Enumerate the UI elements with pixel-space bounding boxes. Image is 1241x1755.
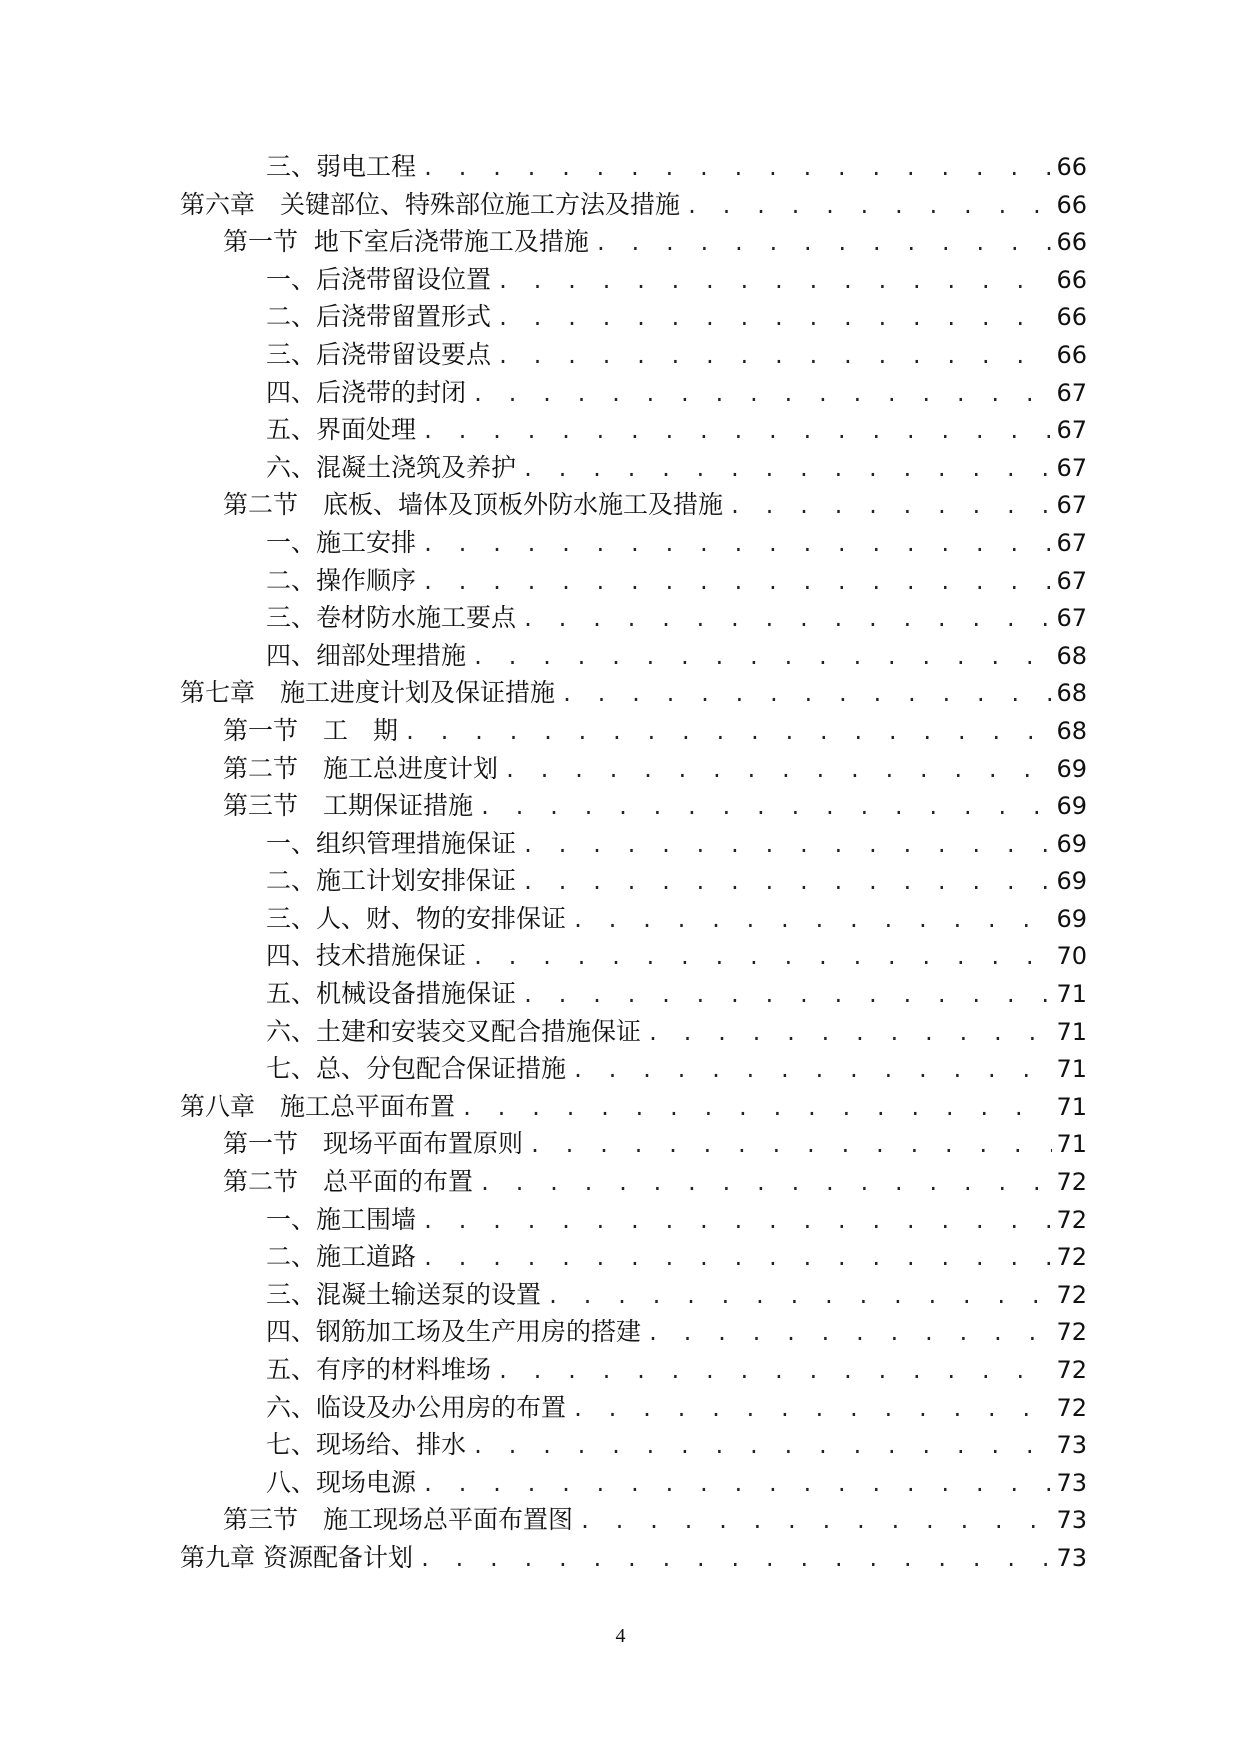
toc-entry-page: 66 xyxy=(1056,303,1087,332)
toc-dot-leader xyxy=(729,488,1052,526)
toc-entry-title: 一、组织管理措施保证 xyxy=(266,828,517,858)
toc-entry[interactable] xyxy=(180,787,1087,825)
toc-dot-leader xyxy=(472,376,1052,414)
toc-dot-leader xyxy=(547,1278,1052,1316)
toc-dot-leader xyxy=(522,601,1052,639)
toc-dot-leader xyxy=(422,1240,1052,1278)
toc-dot-leader xyxy=(422,564,1052,602)
toc-dot-leader xyxy=(572,902,1052,940)
toc-entry-page: 68 xyxy=(1056,716,1087,745)
page-number: 4 xyxy=(615,1625,626,1647)
toc-entry[interactable] xyxy=(180,1125,1087,1163)
toc-entry-title: 五、界面处理 xyxy=(266,415,417,445)
toc-entry-title: 第三节 施工现场总平面布置图 xyxy=(223,1505,574,1535)
toc-entry-page: 66 xyxy=(1056,265,1087,294)
toc-dot-leader xyxy=(572,1391,1052,1429)
toc-entry[interactable] xyxy=(180,637,1087,675)
toc-entry-page: 72 xyxy=(1056,1318,1087,1347)
toc-dot-leader xyxy=(647,1315,1052,1353)
toc-entry-title: 四、技术措施保证 xyxy=(266,941,467,971)
toc-entry[interactable] xyxy=(180,1313,1087,1351)
toc-entry[interactable] xyxy=(180,411,1087,449)
toc-entry-title: 四、钢筋加工场及生产用房的搭建 xyxy=(266,1317,642,1347)
toc-entry[interactable] xyxy=(180,1389,1087,1427)
toc-dot-leader xyxy=(595,225,1053,263)
toc-entry-title: 四、后浇带的封闭 xyxy=(266,377,467,407)
toc-entry-title: 三、混凝土输送泵的设置 xyxy=(266,1279,542,1309)
toc-entry[interactable] xyxy=(180,712,1087,750)
toc-entry[interactable] xyxy=(180,486,1087,524)
toc-entry[interactable] xyxy=(180,1276,1087,1314)
toc-entry-page: 69 xyxy=(1056,904,1087,933)
toc-entry[interactable] xyxy=(180,1351,1087,1389)
toc-entry[interactable] xyxy=(180,1163,1087,1201)
toc-entry-title: 三、卷材防水施工要点 xyxy=(266,603,517,633)
toc-entry-title: 二、施工道路 xyxy=(266,1242,417,1272)
toc-dot-leader xyxy=(472,639,1052,677)
toc-entry[interactable] xyxy=(180,148,1087,186)
toc-entry-page: 69 xyxy=(1056,867,1087,896)
toc-dot-leader xyxy=(422,413,1052,451)
toc-entry-page: 70 xyxy=(1056,942,1087,971)
toc-dot-leader xyxy=(529,1127,1052,1165)
toc-entry-title: 三、后浇带留设要点 xyxy=(266,339,492,369)
toc-entry[interactable] xyxy=(180,825,1087,863)
toc-entry-title: 第六章 关键部位、特殊部位施工方法及措施 xyxy=(180,189,681,219)
toc-entry[interactable] xyxy=(180,937,1087,975)
toc-entry[interactable] xyxy=(180,750,1087,788)
toc-entry-title: 二、后浇带留置形式 xyxy=(266,302,492,332)
toc-entry-page: 67 xyxy=(1056,528,1087,557)
toc-dot-leader xyxy=(461,1090,1052,1128)
toc-dot-leader xyxy=(479,1165,1052,1203)
toc-entry-page: 67 xyxy=(1056,566,1087,595)
toc-entry-page: 71 xyxy=(1056,1055,1087,1084)
toc-entry-title: 三、弱电工程 xyxy=(266,152,417,181)
toc-dot-leader xyxy=(422,1203,1052,1241)
toc-entry-title: 第三节 工期保证措施 xyxy=(223,791,474,821)
toc-entry-page: 72 xyxy=(1056,1280,1087,1309)
toc-dot-leader xyxy=(419,1541,1053,1579)
toc-entry-page: 71 xyxy=(1056,1092,1087,1121)
toc-entry-page: 69 xyxy=(1056,754,1087,783)
toc-entry-title: 第二节 底板、墙体及顶板外防水施工及措施 xyxy=(223,490,724,520)
toc-entry-page: 73 xyxy=(1056,1543,1087,1572)
toc-entry-title: 二、施工计划安排保证 xyxy=(266,866,517,896)
toc-dot-leader xyxy=(422,526,1052,564)
toc-entry-page: 72 xyxy=(1056,1393,1087,1422)
toc-entry[interactable] xyxy=(180,223,1087,261)
toc-dot-leader xyxy=(647,1015,1052,1053)
toc-entry-page: 71 xyxy=(1056,1130,1087,1159)
toc-entry-page: 67 xyxy=(1056,604,1087,633)
toc-entry-title: 第一节 现场平面布置原则 xyxy=(223,1129,524,1159)
toc-entry[interactable] xyxy=(180,298,1087,336)
toc-dot-leader xyxy=(422,1466,1052,1504)
toc-entry-page: 67 xyxy=(1056,416,1087,445)
toc-entry-title: 第七章 施工进度计划及保证措施 xyxy=(180,678,556,708)
toc-entry-page: 67 xyxy=(1056,491,1087,520)
toc-entry[interactable] xyxy=(180,1501,1087,1539)
toc-entry-page: 71 xyxy=(1056,1017,1087,1046)
toc-entry-page: 67 xyxy=(1056,378,1087,407)
toc-dot-leader xyxy=(497,1353,1052,1391)
toc-entry-page: 72 xyxy=(1056,1356,1087,1384)
toc-entry-page: 66 xyxy=(1056,153,1087,181)
toc-entry-title: 七、现场给、排水 xyxy=(266,1430,467,1460)
toc-entry[interactable] xyxy=(180,1050,1087,1088)
toc-entry[interactable] xyxy=(180,1201,1087,1239)
toc-entry-title: 三、人、财、物的安排保证 xyxy=(266,903,567,933)
toc-dot-leader xyxy=(522,827,1052,865)
toc-dot-leader xyxy=(479,789,1052,827)
toc-entry[interactable] xyxy=(180,1013,1087,1051)
toc-entry-title: 七、总、分包配合保证措施 xyxy=(266,1054,567,1084)
toc-entry[interactable] xyxy=(180,261,1087,299)
toc-entry-title: 第一节 地下室后浇带施工及措施 xyxy=(223,227,589,257)
toc-entry-page: 66 xyxy=(1056,228,1087,257)
toc-entry-page: 72 xyxy=(1056,1168,1087,1197)
toc-entry-title: 第九章 资源配备计划 xyxy=(180,1542,413,1572)
toc-entry-title: 四、细部处理措施 xyxy=(266,640,467,670)
toc-entry-title: 六、土建和安装交叉配合措施保证 xyxy=(266,1016,642,1046)
toc-entry-title: 第二节 施工总进度计划 xyxy=(223,753,499,783)
toc-dot-leader xyxy=(422,150,1052,188)
toc-entry[interactable] xyxy=(180,524,1087,562)
toc-entry[interactable] xyxy=(180,1238,1087,1276)
toc-entry[interactable] xyxy=(180,336,1087,374)
toc-entry[interactable] xyxy=(180,1088,1087,1126)
toc-entry-page: 68 xyxy=(1056,641,1087,670)
toc-entry-title: 一、施工安排 xyxy=(266,527,417,557)
toc-entry[interactable] xyxy=(180,599,1087,637)
toc-dot-leader xyxy=(572,1052,1052,1090)
toc-entry[interactable] xyxy=(180,374,1087,412)
toc-entry-page: 69 xyxy=(1056,829,1087,858)
toc-dot-leader xyxy=(522,451,1052,489)
toc-entry-title: 八、现场电源 xyxy=(266,1467,417,1497)
toc-dot-leader xyxy=(579,1503,1052,1541)
toc-entry[interactable] xyxy=(180,562,1087,600)
toc-entry-page: 73 xyxy=(1056,1468,1087,1497)
toc-entry[interactable] xyxy=(180,900,1087,938)
toc-dot-leader xyxy=(497,300,1052,338)
toc-entry-title: 第一节 工 期 xyxy=(223,715,399,745)
toc-dot-leader xyxy=(522,977,1052,1015)
toc-entry[interactable] xyxy=(180,975,1087,1013)
toc-dot-leader xyxy=(522,864,1052,902)
toc-entry-title: 第八章 施工总平面布置 xyxy=(180,1091,456,1121)
toc-entry-page: 69 xyxy=(1056,792,1087,821)
toc-entry-title: 六、临设及办公用房的布置 xyxy=(266,1392,567,1422)
toc-entry-title: 五、有序的材料堆场 xyxy=(266,1355,492,1384)
toc-entry-page: 72 xyxy=(1056,1205,1087,1234)
toc-entry-title: 六、混凝土浇筑及养护 xyxy=(266,452,517,482)
toc-dot-leader xyxy=(561,676,1052,714)
toc-entry[interactable] xyxy=(180,1464,1087,1502)
toc-entry[interactable] xyxy=(180,449,1087,487)
toc-dot-leader xyxy=(686,188,1052,226)
toc-dot-leader xyxy=(472,1428,1052,1466)
toc-entry[interactable] xyxy=(180,1539,1087,1577)
toc-entry-title: 第二节 总平面的布置 xyxy=(223,1167,474,1197)
toc-entry-page: 68 xyxy=(1056,679,1087,708)
toc-entry-page: 73 xyxy=(1056,1506,1087,1535)
toc-entry[interactable] xyxy=(180,186,1087,224)
toc-entry-title: 一、后浇带留设位置 xyxy=(266,264,492,294)
toc-entry-page: 72 xyxy=(1056,1243,1087,1272)
toc-entry-page: 67 xyxy=(1056,453,1087,482)
toc-entry-title: 五、机械设备措施保证 xyxy=(266,979,517,1009)
toc-entry-page: 73 xyxy=(1056,1431,1087,1460)
table-of-contents xyxy=(180,148,1087,1577)
toc-dot-leader xyxy=(404,714,1052,752)
toc-entry[interactable] xyxy=(180,1426,1087,1464)
toc-dot-leader xyxy=(497,263,1052,301)
toc-entry-page: 66 xyxy=(1056,190,1087,219)
toc-entry-page: 71 xyxy=(1056,980,1087,1009)
toc-dot-leader xyxy=(497,338,1052,376)
toc-entry[interactable] xyxy=(180,862,1087,900)
toc-dot-leader xyxy=(472,939,1052,977)
toc-entry-title: 二、操作顺序 xyxy=(266,565,417,595)
toc-entry-page: 66 xyxy=(1056,340,1087,369)
toc-entry-title: 一、施工围墙 xyxy=(266,1204,417,1234)
toc-dot-leader xyxy=(504,752,1052,790)
toc-entry[interactable] xyxy=(180,674,1087,712)
